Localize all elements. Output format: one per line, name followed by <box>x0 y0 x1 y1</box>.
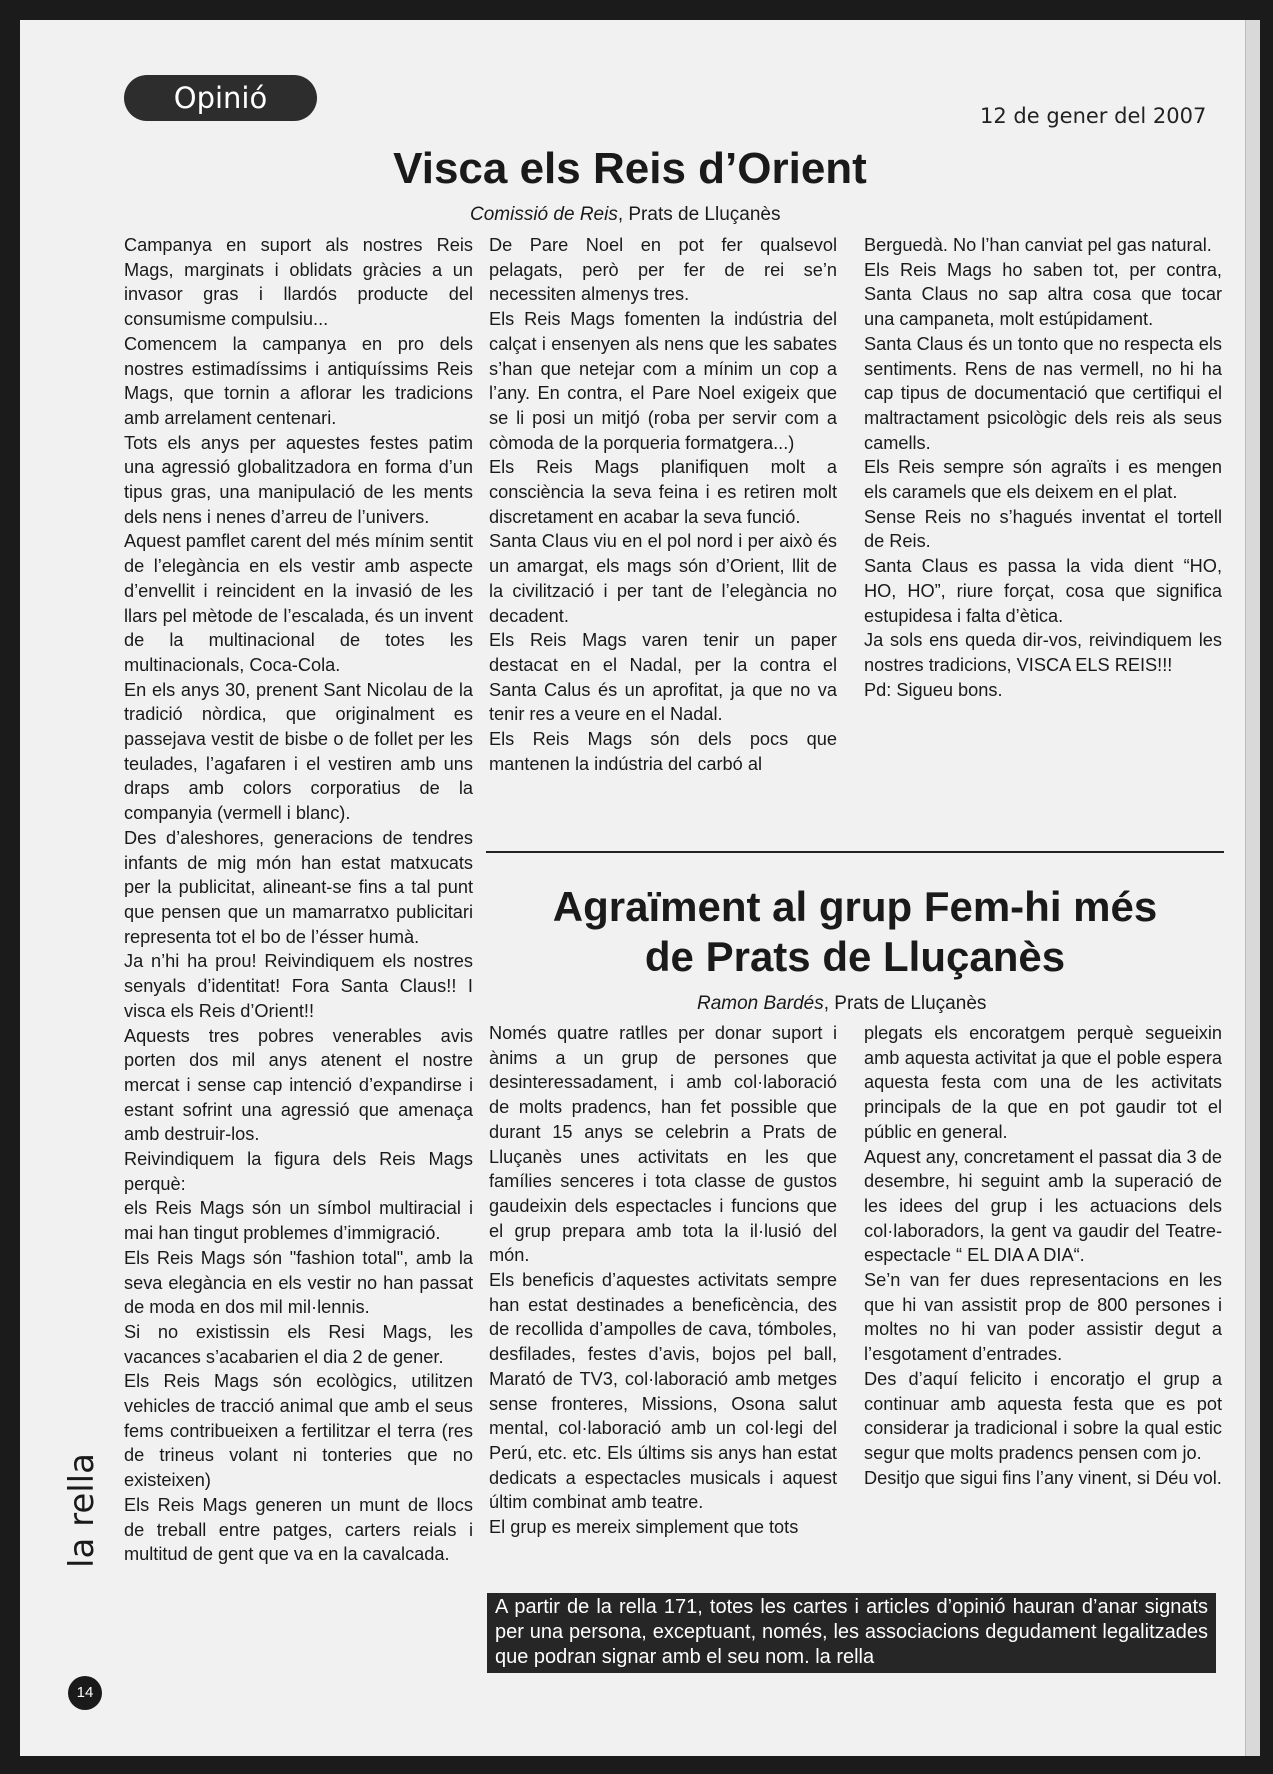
paragraph: Se’n van fer dues representacions en les que hi van assistit prop de 800 persones i moltes no hi van poder assistir degut a l’esgotament d’entrades. <box>864 1270 1222 1365</box>
article2-column-1 <box>489 1021 837 1540</box>
byline-author: Comissió de Reis <box>470 204 618 225</box>
paragraph: Tots els anys per aquestes festes patim una agressió globalitzadora en forma d’un tipus gras, una manipulació de les ments dels nens i nenes d’arreu de l’univers. <box>124 432 473 527</box>
paragraph: Pd: Sigueu bons. <box>864 679 1003 700</box>
paragraph: Santa Claus viu en el pol nord i per això és un amargat, els mags són d’Orient, llit de la civilització i per tant de l’elegància no decadent. <box>489 531 837 626</box>
article2-title-line1: Agraïment al grup Fem-hi més <box>552 883 1158 930</box>
article2-title-line2: de Prats de Lluçanès <box>644 933 1066 980</box>
issue-date: 12 de gener del 2007 <box>980 104 1207 128</box>
paragraph: Berguedà. No l’han canviat pel gas natural. <box>864 235 1212 255</box>
byline-author: Ramon Bardés <box>697 993 824 1014</box>
paragraph: Els Reis Mags varen tenir un paper destacat en el Nadal, per la contra el Santa Calus és un aprofitat, ja que no va tenir res a veure en el Nadal. <box>489 630 837 725</box>
paragraph: Els Reis Mags fomenten la indústria del calçat i ensenyen als nens que les sabates s’han que netejar com a mínim un cop a l’any. En contra, el Pare Noel exigeix que se li posi un mitjó (roba per servir com a còmoda de la porqueria formatgera...) <box>489 309 837 453</box>
article2-byline <box>697 993 986 1015</box>
byline-place: , Prats de Lluçanès <box>617 204 781 225</box>
article1-column-3 <box>864 233 1222 702</box>
paragraph: Santa Claus és un tonto que no respecta els sentiments. Rens de nas vermell, no hi ha cap tipus de documentació que certifiqui el maltractament psicològic dels reis als seus camells. <box>864 333 1222 453</box>
paragraph: Reivindiquem la figura dels Reis Mags perquè: <box>124 1149 473 1194</box>
paragraph: Campanya en suport als nostres Reis Mags, marginats i oblidats gràcies a un invasor gras i llardós producte del consumisme compulsiu... <box>124 235 473 330</box>
paragraph: Els Reis Mags ho saben tot, per contra, Santa Claus no sap altra cosa que tocar una campaneta, molt estúpidament. <box>864 259 1222 330</box>
paragraph: Els Reis sempre són agraïts i es mengen els caramels que els deixem en el plat. <box>864 457 1222 503</box>
publication-name: la rella <box>62 1453 102 1568</box>
paragraph: Els Reis Mags generen un munt de llocs de treball entre patges, carters reials i multitud de gent que va en la cavalcada. <box>124 1494 473 1565</box>
article2-title <box>486 882 1224 982</box>
paragraph: Ja sols ens queda dir-vos, reivindiquem les nostres tradicions, VISCA ELS REIS!!! <box>864 630 1222 675</box>
byline-place: , Prats de Lluçanès <box>823 993 987 1014</box>
paragraph: Els Reis Mags són ecològics, utilitzen vehicles de tracció animal que amb el seus fems contribueixen a fertilitzar el terra (res de trineus volant ni tonteries que no existeixen) <box>124 1371 473 1491</box>
paragraph: Aquests tres pobres venerables avis porten dos mil anys atenent el nostre mercat i sense cap intenció d’expandirse i estant sofrint una agressió que amenaça amb destruir-los. <box>124 1025 473 1145</box>
paragraph: Desitjo que sigui fins l’any vinent, si Déu vol. <box>864 1467 1222 1488</box>
article-separator <box>486 851 1224 853</box>
paragraph: Els beneficis d’aquestes activitats sempre han estat destinades a beneficència, des de recollida d’ampolles de cava, tómboles, desfilades, festes d’avis, bojos pel ball, Marató de TV3, col·laboració amb metges sense fronteres, Missions, Osona salut mental, col·laboració amb un col·legi del Perú, etc. etc. Els últims sis anys han estat dedicats a espectacles musicals i aquest últim combinat amb teatre. <box>489 1270 837 1513</box>
paragraph: els Reis Mags són un símbol multiracial i mai han tingut problemes d’immigració. <box>124 1198 473 1244</box>
paragraph: Santa Claus es passa la vida dient “HO, HO, HO”, riure forçat, cosa que significa estupidesa i falta d’ètica. <box>864 556 1222 626</box>
magazine-page <box>20 20 1260 1756</box>
article-byline <box>470 204 780 226</box>
paragraph: Comencem la campanya en pro dels nostres estimadíssims i antiquíssims Reis Mags, que tornin a aflorar les tradicions amb arrelament centenari. <box>124 333 473 428</box>
paragraph: El grup es mereix simplement que tots <box>489 1517 799 1538</box>
editorial-notice: A partir de la rella 171, totes les cartes i articles d’opinió hauran d’anar signats per una persona, exceptuant, només, les associacions degudament legalitzades que podran signar amb el seu nom. la rella <box>487 1593 1216 1673</box>
paragraph: Aquest any, concretament el passat dia 3 de desembre, hi seguint amb la superació de les idees del grup i les actuacions dels col·laboradors, la gent va gaudir del Teatre-espectacle “ EL DIA A DIA“. <box>864 1146 1222 1266</box>
article2-column-2 <box>864 1021 1222 1490</box>
page-edge <box>1245 20 1260 1756</box>
paragraph: En els anys 30, prenent Sant Nicolau de la tradició nòrdica, que originalment es passejava vestit de bisbe o de follet per les teulades, l’agafaren i el vestiren amb uns draps amb colors corporatius de la companyia (vermell i blanc). <box>124 679 473 824</box>
paragraph: Ja n’hi ha prou! Reivindiquem els nostres senyals d’identitat! Fora Santa Claus!! I visca els Reis d’Orient!! <box>124 951 473 1021</box>
paragraph: Els Reis Mags són dels pocs que mantenen la indústria del carbó al <box>489 729 837 774</box>
paragraph: Només quatre ratlles per donar suport i ànims a un grup de persones que desinteressadament, i amb col·laboració de molts pradencs, han fet possible que durant 15 anys se celebrin a Prats de Lluçanès unes activitats en les que famílies senceres i tota classe de gustos gaudeixin dels espectacles i funcions que el grup prepara amb tota la il·lusió del món. <box>489 1023 837 1266</box>
article1-column-2 <box>489 233 837 776</box>
paragraph: plegats els encoratgem perquè segueixin amb aquesta activitat ja que el poble espera aquesta festa com una de les activitats principals de la que en pot gaudir tot el públic en general. <box>864 1023 1222 1142</box>
paragraph: Aquest pamflet carent del més mínim sentit de l’elegància en els vestir amb aspecte d’envellit i reincident en la invasió de les llars pel mètode de l’escalada, és un invent de la multinacional de totes les multinacionals, Coca-Cola. <box>124 531 473 675</box>
paragraph: Des d’aquí felicito i encoratjo el grup a continuar amb aquesta festa que es pot considerar ja tradicional i sobre la qual estic segur que molts pradencs pensen com jo. <box>864 1368 1222 1463</box>
article1-column-1 <box>124 233 473 1567</box>
paragraph: Sense Reis no s’hagués inventat el tortell de Reis. <box>864 506 1222 552</box>
paragraph: Els Reis Mags són "fashion total", amb la seva elegància en els vestir no han passat de moda en dos mil mil·lennis. <box>124 1247 473 1318</box>
page-number: 14 <box>68 1676 102 1710</box>
paragraph: Els Reis Mags planifiquen molt a consciència la seva feina i es retiren molt discretament en acabar la seva funció. <box>489 457 837 527</box>
paragraph: De Pare Noel en pot fer qualsevol pelagats, però per fer de rei se’n necessiten almenys tres. <box>489 235 837 305</box>
paragraph: Des d’aleshores, generacions de tendres infants de mig món han estat matxucats per la publicitat, alineant-se fins a tal punt que pensen que un mamarratxo publicitari representa tot el bo de l’ésser humà. <box>124 827 473 947</box>
article-title: Visca els Reis d’Orient <box>393 144 867 193</box>
section-label: Opinió <box>124 75 317 121</box>
paragraph: Si no existissin els Resi Mags, les vacances s’acabarien el dia 2 de gener. <box>124 1321 473 1367</box>
